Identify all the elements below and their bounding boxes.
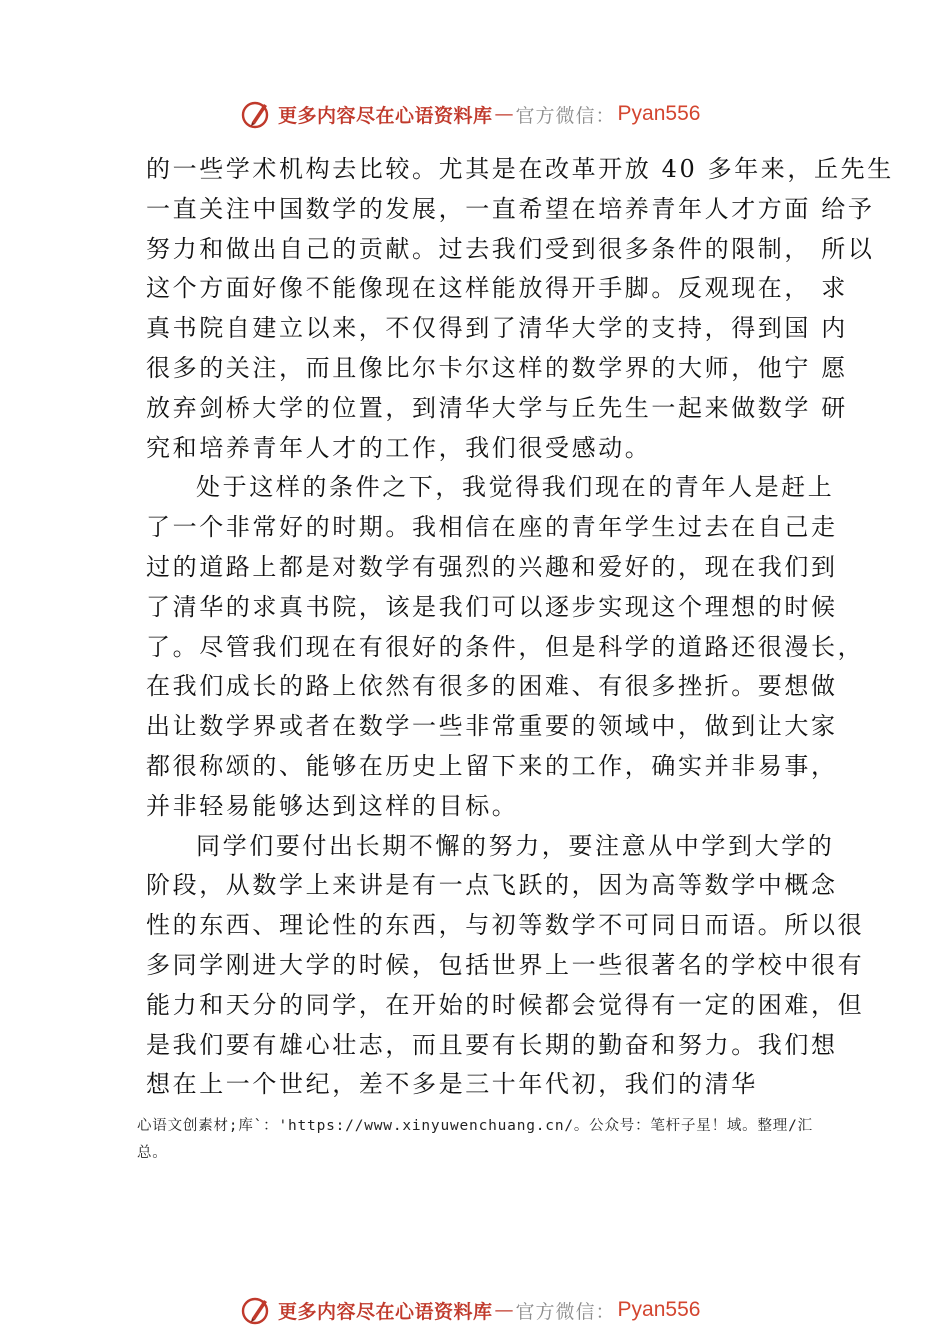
body-line: 都很称颂的、能够在历史上留下来的工作，确实并非易事，: [146, 751, 838, 780]
body-line: 是我们要有雄心壮志，而且要有长期的勤奋和努力。我们想: [146, 1030, 838, 1059]
banner-dash: —: [494, 1299, 514, 1321]
body-line: 真书院自建立以来，不仅得到了清华大学的支持，得到国 内: [146, 314, 848, 343]
body-line: 性的东西、理论性的东西，与初等数学不可同日而语。所以很: [146, 911, 865, 940]
body-line: 了。尽管我们现在有很好的条件，但是科学的道路还很漫长，: [146, 632, 865, 661]
body-line: 努力和做出自己的贡献。过去我们受到很多条件的限制， 所以: [146, 234, 875, 263]
body-line: 出让数学界或者在数学一些非常重要的领域中，做到让大家: [146, 712, 838, 741]
body-line: 想在上一个世纪，差不多是三十年代初，我们的清华: [146, 1070, 758, 1099]
header-banner: [0, 94, 950, 134]
source-note: 心语文创素材;库`：'https://www.xinyuwenchuang.cn/。公众号：笔杆子星！域。整理/汇总。: [137, 1118, 813, 1161]
body-line: 究和培养青年人才的工作，我们很受感动。: [146, 433, 652, 462]
body-line: 的一些学术机构去比较。尤其是在改革开放 40 多年来，丘先生: [146, 155, 894, 183]
body-line: 了清华的求真书院，该是我们可以逐步实现这个理想的时候: [146, 592, 838, 621]
body-line: 了一个非常好的时期。我相信在座的青年学生过去在自己走: [146, 513, 838, 542]
banner-wechat-id: Pyan556: [617, 102, 701, 125]
body-line: 阶段，从数学上来讲是有一点飞跃的，因为高等数学中概念: [146, 871, 838, 900]
banner-wechat-id: Pyan556: [617, 1298, 701, 1321]
body-line: 并非轻易能够达到这样的目标。: [146, 791, 519, 820]
body-line: 放弃剑桥大学的位置，到清华大学与丘先生一起来做数学 研: [146, 393, 848, 422]
paragraph-start-line: 处于这样的条件之下，我觉得我们现在的青年人是赶上: [196, 473, 835, 502]
pen-logo-icon: [240, 98, 272, 130]
body-line: 多同学刚进大学的时候，包括世界上一些很著名的学校中很有: [146, 950, 865, 979]
body-line: 在我们成长的路上依然有很多的困难、有很多挫折。要想做: [146, 672, 838, 701]
banner-title: 更多内容尽在心语资料库: [278, 1300, 493, 1323]
body-line: 很多的关注，而且像比尔卡尔这样的数学界的大师，他宁 愿: [146, 353, 848, 382]
article-body: [146, 150, 894, 1105]
footer-banner: [0, 1290, 950, 1330]
banner-dash: —: [494, 103, 514, 125]
body-line: 过的道路上都是对数学有强烈的兴趣和爱好的，现在我们到: [146, 552, 838, 581]
body-line: 一直关注中国数学的发展，一直希望在培养青年人才方面 给予: [146, 194, 875, 223]
banner-title: 更多内容尽在心语资料库: [278, 104, 493, 127]
body-line: 这个方面好像不能像现在这样能放得开手脚。反观现在， 求: [146, 274, 848, 303]
banner-label: 官方微信：: [515, 104, 616, 127]
pen-logo-icon: [240, 1294, 272, 1326]
body-line: 能力和天分的同学，在开始的时候都会觉得有一定的困难，但: [146, 990, 865, 1019]
banner-label: 官方微信：: [515, 1300, 616, 1323]
paragraph-start-line: 同学们要付出长期不懈的努力，要注意从中学到大学的: [196, 831, 835, 860]
